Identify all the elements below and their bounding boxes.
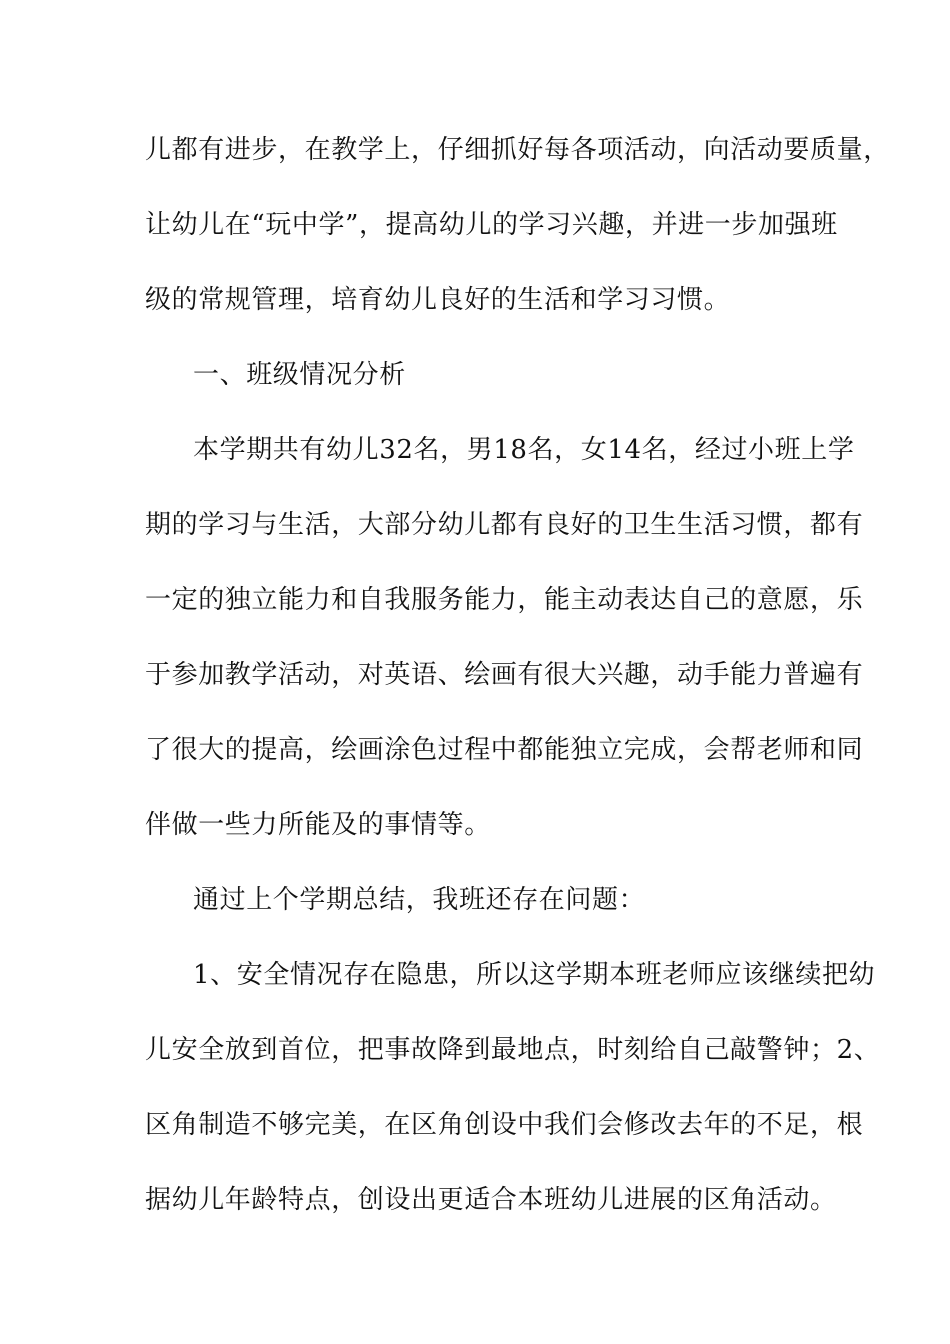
paragraph-line: 了很大的提高，绘画涂色过程中都能独立完成，会帮老师和同 (145, 735, 864, 765)
paragraph-line: 级的常规管理，培育幼儿良好的生活和学习习惯。 (145, 285, 731, 315)
paragraph-line: 区角制造不够完美，在区角创设中我们会修改去年的不足，根 (145, 1110, 864, 1140)
paragraph-line: 本学期共有幼儿32名，男18名，女14名，经过小班上学 (193, 435, 855, 465)
paragraph-line: 通过上个学期总结，我班还存在问题： (193, 885, 646, 915)
paragraph-line: 一定的独立能力和自我服务能力，能主动表达自己的意愿，乐 (145, 585, 864, 615)
section-heading: 一、班级情况分析 (193, 360, 406, 390)
paragraph-line: 1、安全情况存在隐患，所以这学期本班老师应该继续把幼 (193, 960, 876, 990)
paragraph-line: 儿安全放到首位，把事故降到最地点，时刻给自己敲警钟；2、 (145, 1035, 881, 1065)
paragraph-line: 期的学习与生活，大部分幼儿都有良好的卫生生活习惯，都有 (145, 510, 864, 540)
paragraph-line: 据幼儿年龄特点，创设出更适合本班幼儿进展的区角活动。 (145, 1185, 837, 1215)
paragraph-line: 儿都有进步，在教学上，仔细抓好每各项活动，向活动要质量， (145, 135, 890, 165)
paragraph-line: 伴做一些力所能及的事情等。 (145, 810, 491, 840)
paragraph-line: 于参加教学活动，对英语、绘画有很大兴趣，动手能力普遍有 (145, 660, 864, 690)
paragraph-line: 让幼儿在“玩中学”，提高幼儿的学习兴趣，并进一步加强班 (145, 210, 838, 240)
